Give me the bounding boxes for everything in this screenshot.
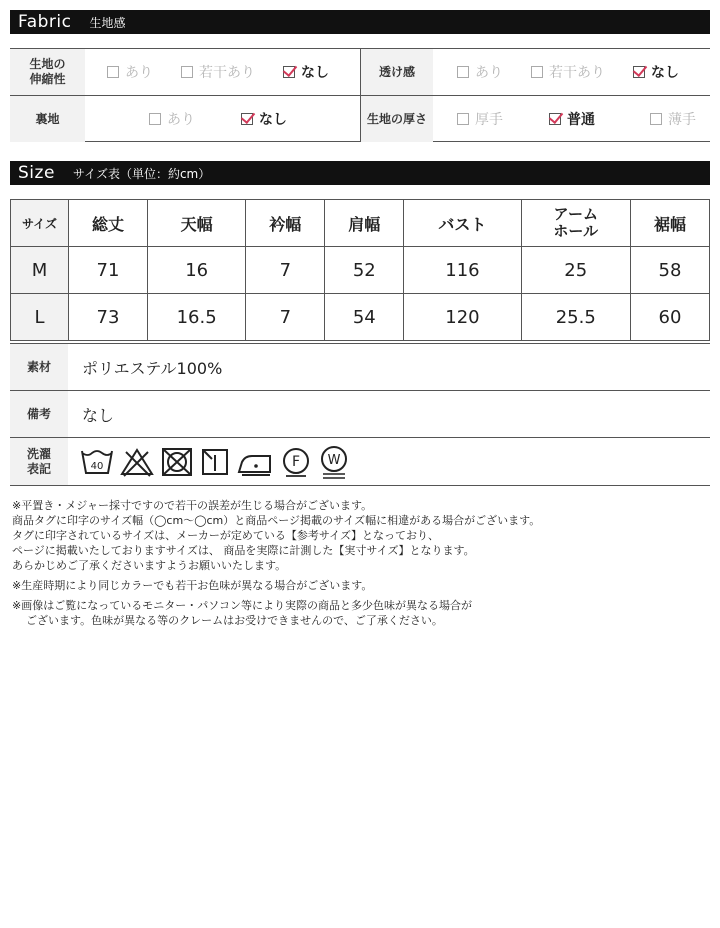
checkmark-icon (283, 66, 295, 78)
table-cell: 71 (69, 247, 148, 294)
size-title-en: Size (18, 163, 55, 183)
dry-clean-f-icon (280, 446, 312, 478)
svg-text:40: 40 (90, 460, 104, 472)
table-cell: 52 (325, 247, 404, 294)
size-label: M (11, 247, 69, 294)
column-header: アーム ホール (521, 200, 630, 247)
wet-clean-w-icon (318, 445, 350, 479)
column-header: 天幅 (148, 200, 246, 247)
lining-option-yes: あり (149, 109, 195, 129)
note-line: 商品タグに印字のサイズ幅（◯cm〜◯cm）と商品ページ掲載のサイズ幅に相違がある場合がございます。 (12, 514, 541, 527)
column-header: 肩幅 (325, 200, 404, 247)
size-title-jp: サイズ表（単位：約cm） (72, 166, 211, 181)
thickness-options (433, 96, 710, 142)
line-dry-shade-icon (200, 447, 230, 477)
table-row (11, 294, 710, 341)
table-cell: 25 (521, 247, 630, 294)
note-line: ページに掲載いたしておりますサイズは、 商品を実際に計測した【実寸サイズ】となります。 (12, 544, 475, 557)
stretch-label (10, 49, 85, 95)
note-line: ございます。色味が異なる等のクレームはお受けできませんので、ご了承ください。 (26, 614, 443, 627)
material-row (10, 344, 710, 391)
wash-40-icon (80, 447, 114, 477)
stretch-option-yes: あり (107, 62, 153, 82)
stretch-option-none: なし (283, 62, 329, 82)
fabric-table (10, 48, 710, 142)
checkmark-icon (241, 113, 253, 125)
care-icons (68, 438, 350, 485)
size-table-header-row (11, 200, 710, 247)
lining-label: 裏地 (10, 96, 85, 142)
remarks-label: 備考 (10, 391, 68, 437)
column-header: バスト (404, 200, 521, 247)
size-section-header (10, 161, 710, 185)
material-value: ポリエステル100% (82, 358, 223, 378)
table-cell: 7 (246, 294, 325, 341)
size-header-label: サイズ (11, 200, 69, 247)
stretch-label-text: 生地の 伸縮性 (29, 57, 66, 86)
thickness-label: 生地の厚さ (361, 96, 433, 142)
table-cell: 25.5 (521, 294, 630, 341)
svg-text:F: F (291, 453, 301, 470)
material-label: 素材 (10, 344, 68, 390)
fabric-row (10, 49, 710, 96)
note-line: ※生産時期により同じカラーでも若干お色味が異なる場合がございます。 (12, 579, 373, 592)
table-row (11, 247, 710, 294)
table-cell: 120 (404, 294, 521, 341)
thickness-option-thin: 薄手 (650, 109, 696, 129)
checkbox-icon (531, 66, 543, 78)
sheer-options (433, 49, 710, 95)
note-line: ※画像はご覧になっているモニター・パソコン等により実際の商品と多少色味が異なる場合が (12, 599, 472, 612)
care-label: 洗濯 表記 (10, 438, 68, 485)
fabric-title-jp: 生地感 (89, 15, 126, 30)
table-cell: 116 (404, 247, 521, 294)
bleach-prohibited-icon (120, 447, 154, 477)
checkbox-icon (457, 66, 469, 78)
info-table (10, 343, 710, 486)
table-cell: 73 (69, 294, 148, 341)
note-line: ※平置き・メジャー採寸ですので若干の誤差が生じる場合がございます。 (12, 499, 373, 512)
column-header: 衿幅 (246, 200, 325, 247)
fabric-row (10, 96, 710, 142)
table-cell: 54 (325, 294, 404, 341)
checkbox-icon (181, 66, 193, 78)
fabric-section-header (10, 10, 710, 34)
stretch-options (85, 49, 360, 95)
size-label: L (11, 294, 69, 341)
thickness-option-normal: 普通 (549, 109, 595, 129)
lining-option-none: なし (241, 109, 287, 129)
care-row (10, 438, 710, 486)
lining-options (85, 96, 360, 142)
size-table (10, 199, 710, 341)
column-header: 裾幅 (630, 200, 709, 247)
sheer-option-yes: あり (457, 62, 503, 82)
iron-low-icon (236, 447, 274, 477)
table-cell: 16.5 (148, 294, 246, 341)
checkmark-icon (549, 113, 561, 125)
checkbox-icon (457, 113, 469, 125)
table-cell: 7 (246, 247, 325, 294)
sheer-option-slight: 若干あり (531, 62, 605, 82)
notes (12, 498, 712, 628)
table-cell: 16 (148, 247, 246, 294)
tumble-dry-prohibited-icon (160, 447, 194, 477)
sheer-option-none: なし (633, 62, 679, 82)
checkmark-icon (633, 66, 645, 78)
thickness-option-thick: 厚手 (457, 109, 503, 129)
sheer-label: 透け感 (361, 49, 433, 95)
checkbox-icon (107, 66, 119, 78)
stretch-option-slight: 若干あり (181, 62, 255, 82)
svg-text:W: W (327, 452, 341, 468)
remarks-value: なし (82, 405, 115, 425)
checkbox-icon (650, 113, 662, 125)
table-cell: 60 (630, 294, 709, 341)
table-cell: 58 (630, 247, 709, 294)
column-header: 総丈 (69, 200, 148, 247)
note-line: あらかじめご了承くださいますようお願いいたします。 (12, 559, 287, 572)
checkbox-icon (149, 113, 161, 125)
fabric-title-en: Fabric (18, 12, 72, 32)
remarks-row (10, 391, 710, 438)
note-line: タグに印字されているサイズは、メーカーが定めている【参考サイズ】となっており、 (12, 529, 440, 542)
